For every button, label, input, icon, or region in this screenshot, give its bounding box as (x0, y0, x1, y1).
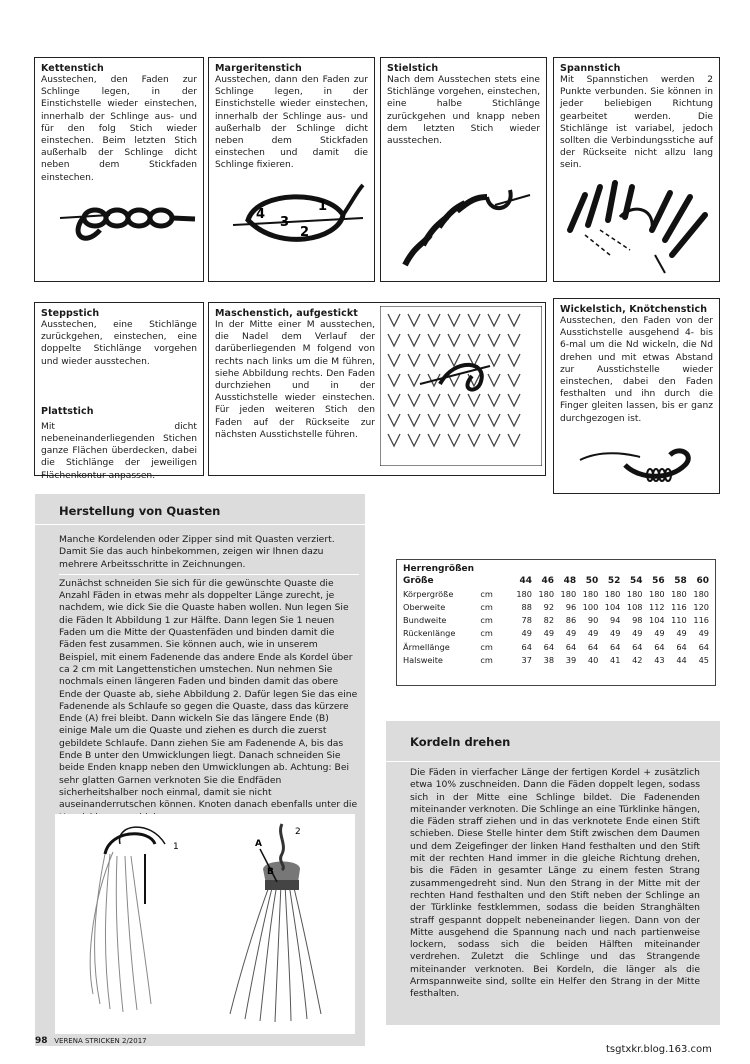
tassel-figure-2-label: 2 (295, 827, 301, 837)
size-cell: 180 (538, 588, 555, 599)
tassel-figure-1-label: 1 (173, 842, 179, 852)
watermark: tsgtxkr.blog.163.com (606, 1044, 712, 1055)
margeritenstich-illustration (218, 180, 368, 260)
size-cell: 98 (632, 615, 643, 626)
maschenstich-title: Maschenstich, aufgestickt (215, 308, 358, 319)
size-cell: 104 (604, 601, 621, 612)
size-cell: 64 (632, 641, 643, 652)
margeriten-number-4: 4 (256, 207, 266, 222)
size-cell: 86 (565, 615, 577, 626)
size-table-heading: Herrengrößen (403, 564, 475, 574)
size-row (403, 587, 709, 600)
spannstich-text: Mit Spannstichen werden 2 Punkte verbunden. Sie können in jeder beliebigen Richtung gearbeitet werden. Die Stichlänge ist variabel, jedoch sollten die Verbindungsstiche auf der Rückseite nicht allzu lang sein. (560, 75, 713, 171)
size-cell: 180 (693, 588, 709, 599)
kordeln-text: Die Fäden in vierfacher Länge der fertigen Kordel + zusätzlich etwa 10% zuschneiden. Dann die Fäden doppelt legen, sodass sich in der Mitte eine Schlinge bildet. Die Fadenenden miteinander verknoten. Die Schlinge an eine Türklinke hängen, die Fäden straff ziehen und in das verknotete Ende einen Stift schieben. Diese Stelle hinter dem Stift zwischen dem Daumen und dem Zeigefinger der linken Hand festhalten und den Stift mit der rechten Hand immer in die gleiche Richtung drehen, bis die Fäden in gesamter Länge zu einem festen Strang zusammengedreht sind. Nun den Strang in der Mitte mit der rechten Hand festhalten und den Stift neben der Schlinge an der Türklinke festklemmen, sodass die beiden Stranghälten straff gespannt doppelt nebeneinander liegen. Dann von der Mitte ausgehend die Spannung nach und nach partienweise lockern, sodass sich die beiden Hälften miteinander verdrehen. Zuletzt die Schlinge und das Strangende miteinander verknoten. Bei Kordeln, die länger als die Armspannweite sind, sollte ein Helfer den Strang in der Mitte festhalten. (410, 767, 700, 1000)
size-cell: 96 (565, 601, 577, 612)
size-cell: 180 (604, 588, 621, 599)
size-cell: 64 (654, 641, 665, 652)
size-col: 48 (563, 575, 577, 586)
size-header-row (403, 574, 709, 587)
quasten-figure-area (55, 814, 355, 1034)
size-cell: 94 (609, 615, 621, 626)
size-col: 60 (696, 575, 709, 586)
size-row-label: Halsweite (403, 654, 443, 665)
stielstich-illustration (395, 175, 535, 275)
size-cell: 116 (693, 615, 709, 626)
quasten-title: Herstellung von Quasten (59, 504, 221, 518)
margeriten-number-3: 3 (280, 215, 290, 230)
size-row (403, 614, 709, 627)
maschenstich-illustration (380, 306, 542, 466)
spannstich-illustration (560, 175, 715, 275)
kordeln-title: Kordeln drehen (410, 735, 511, 749)
size-row-label: Ärmellänge (403, 641, 450, 652)
size-col: 58 (674, 575, 687, 586)
size-col: 54 (629, 575, 643, 586)
size-cell: 49 (632, 628, 643, 639)
size-row-label: Bundweite (403, 615, 447, 626)
size-cell: 49 (521, 628, 532, 639)
size-row-unit: cm (480, 615, 493, 626)
size-cell: 64 (587, 641, 599, 652)
size-row (403, 640, 709, 653)
margeriten-number-1: 1 (318, 199, 328, 214)
plattstich-text: Mit dicht nebeneinanderliegenden Stichen ganze Flächen überdecken, dabei die Stichlänge der jeweiligen Flächenkontur anpassen. (41, 421, 197, 481)
size-cell: 43 (654, 654, 665, 665)
kordeln-section (386, 721, 720, 1025)
spannstich-title: Spannstich (560, 63, 621, 74)
size-cell: 180 (648, 588, 665, 599)
size-cell: 88 (521, 601, 532, 612)
size-cell: 120 (693, 601, 709, 612)
size-row (403, 653, 709, 666)
size-row-unit: cm (480, 654, 493, 665)
kettenstich-title: Kettenstich (41, 63, 104, 74)
size-col: 52 (607, 575, 621, 586)
size-cell: 38 (543, 654, 555, 665)
size-col: 44 (519, 575, 532, 586)
size-table-box (396, 559, 716, 686)
plattstich-title: Plattstich (41, 405, 94, 417)
steppstich-box (34, 302, 204, 481)
stielstich-text: Nach dem Ausstechen stets eine Stichlänge vorgehen, einstechen, eine halbe Stichlänge zurückgehen und knapp neben dem letzten Stich wieder ausstechen. (387, 75, 540, 147)
size-row (403, 600, 709, 613)
size-cell: 180 (671, 588, 687, 599)
tassel-label-a: A (255, 839, 262, 849)
size-row-unit: cm (480, 601, 493, 612)
size-cell: 49 (654, 628, 665, 639)
margeritenstich-text: Ausstechen, dann den Faden zur Schlinge legen, in der Einstichstelle wieder einstechen, innerhalb der Schlinge aus- und außerhalb der Schlinge dicht neben dem Stickfaden einstechen und damit die Schlinge fixieren. (215, 75, 368, 171)
size-col: 56 (652, 575, 665, 586)
size-cell: 112 (648, 601, 665, 612)
size-cell: 82 (543, 615, 555, 626)
size-cell: 180 (516, 588, 532, 599)
size-cell: 64 (565, 641, 577, 652)
size-cell: 49 (676, 628, 687, 639)
size-cell: 108 (626, 601, 643, 612)
size-cell: 92 (543, 601, 555, 612)
size-cell: 41 (609, 654, 621, 665)
size-cell: 39 (565, 654, 577, 665)
page-number: 98 (35, 1036, 48, 1046)
quasten-section (35, 494, 365, 1046)
size-cell: 90 (587, 615, 599, 626)
size-cell: 64 (676, 641, 687, 652)
tassel-figure-1 (55, 814, 355, 1034)
quasten-instructions: Zunächst schneiden Sie sich für die gewünschte Quaste die Anzahl Fäden in etwas mehr als doppelter Länge zurecht, je nachdem, wie dick Sie die Quaste haben wollen. Nun legen Sie die Fäden lt Abbildung 1 zur Hälfte. Dann legen Sie 1 neuen Faden um die Mitte der Quastenfäden und binden damit die Fäden fest zusammen. Sie können auch, wie in unserem Beispiel, mit einem Fadenende das andere Ende als Kordel über ca 2 cm mit Langettenstichen umstechen. Nun nehmen Sie nochmals einen längeren Faden und binden damit das obere Ende der Quaste ab, siehe Abbildung 2. Dafür legen Sie das eine Fadenende als Schlaufe so gegen die Quaste, dass das kürzere Ende (A) frei bleibt. Dann wickeln Sie das längere Ende (B) einige Male um die Quaste und ziehen es durch die zuerst gebildete Schlaufe. Dann ziehen Sie am Fadenende A, bis das Ende B unter den Umwicklungen liegt. Danach schneiden Sie beide Enden knapp neben den Umwicklungen ab. Achtung: Bei sehr glatten Garnen verknoten Sie die Endfäden sicherheitshalber noch einmal, damit sie nicht auseinanderrutschen können. Knoten danach ebenfalls unter die (59, 577, 358, 811)
maschenstich-text: In der Mitte einer M ausstechen, die Nadel dem Verlauf der darüberliegenden M folgend von rechts nach links um die M führen, siehe Abbildung rechts. Den Faden durchziehen und in der Ausstichstelle wieder einstechen. Für jeden weiteren Stich den Faden auf der Rückseite zur nächsten Ausstichstelle führen. (215, 320, 375, 440)
size-cell: 116 (671, 601, 687, 612)
size-cell: 100 (582, 601, 599, 612)
size-row-unit: cm (480, 628, 493, 639)
kettenstich-illustration (40, 185, 200, 255)
wickelstich-illustration (570, 435, 710, 490)
stielstich-title: Stielstich (387, 63, 439, 74)
steppstich-text: Ausstechen, eine Stichlänge zurückgehen, einstechen, eine doppelte Stichlänge vorgehen und wieder ausstechen. (41, 320, 197, 367)
size-cell: 42 (632, 654, 643, 665)
size-cell: 49 (565, 628, 577, 639)
size-cell: 180 (560, 588, 577, 599)
size-row-label: Oberweite (403, 601, 446, 612)
size-cell: 40 (587, 654, 599, 665)
size-cell: 37 (521, 654, 532, 665)
size-row-label: Körpergröße (403, 588, 454, 599)
size-cell: 110 (671, 615, 687, 626)
quasten-intro: Manche Kordelenden oder Zipper sind mit Quasten verziert. Damit Sie das auch hinbekommen, zeigen wir Ihnen dazu mehrere Arbeitsschritte in Zeichnungen. (59, 534, 335, 570)
size-col: 46 (541, 575, 555, 586)
size-table (403, 574, 709, 666)
size-cell: 64 (698, 641, 709, 652)
tassel-label-b: B (267, 867, 274, 877)
size-cell: 49 (698, 628, 709, 639)
size-cell: 180 (626, 588, 643, 599)
size-row-label: Rückenlänge (403, 628, 456, 639)
margeritenstich-title: Margeritenstich (215, 63, 302, 74)
size-row (403, 627, 709, 640)
size-cell: 64 (609, 641, 621, 652)
magazine-name: VERENA STRICKEN 2/2017 (54, 1037, 147, 1045)
footer (35, 1036, 147, 1046)
size-cell: 78 (521, 615, 532, 626)
wickelstich-title: Wickelstich, Knötchenstich (560, 304, 708, 315)
size-cell: 64 (543, 641, 555, 652)
size-cell: 49 (543, 628, 555, 639)
size-cell: 49 (609, 628, 621, 639)
size-cell: 49 (587, 628, 599, 639)
size-cell: 45 (698, 654, 709, 665)
size-row-unit: cm (480, 588, 493, 599)
wickelstich-text: Ausstechen, den Faden von der Ausstichstelle ausgehend 4- bis 6-mal um die Nd wickeln, die Nd drehen und mit etwas Abstand zur Ausstichstelle wieder einstechen, dabei den Faden festhalten und ihn durch die Finger gleiten lassen, bis er ganz durchgezogen ist. (560, 316, 713, 424)
size-cell: 180 (582, 588, 599, 599)
margeriten-number-2: 2 (300, 225, 310, 240)
kettenstich-text: Ausstechen, den Faden zur Schlinge legen, in der Einstichstelle wieder einstechen, innerhalb der Schlinge aus- und für den folg Stich wieder einstechen. Beim letzten Stich außerhalb der Schlinge dicht neben dem Stickfaden einstechen. (41, 75, 197, 183)
size-col: 50 (585, 575, 599, 586)
size-cell: 64 (521, 641, 532, 652)
size-cell: 44 (676, 654, 687, 665)
steppstich-title: Steppstich (41, 308, 100, 319)
size-row-unit: cm (480, 641, 493, 652)
size-cell: 104 (648, 615, 665, 626)
size-header-label: Größe (403, 575, 434, 586)
